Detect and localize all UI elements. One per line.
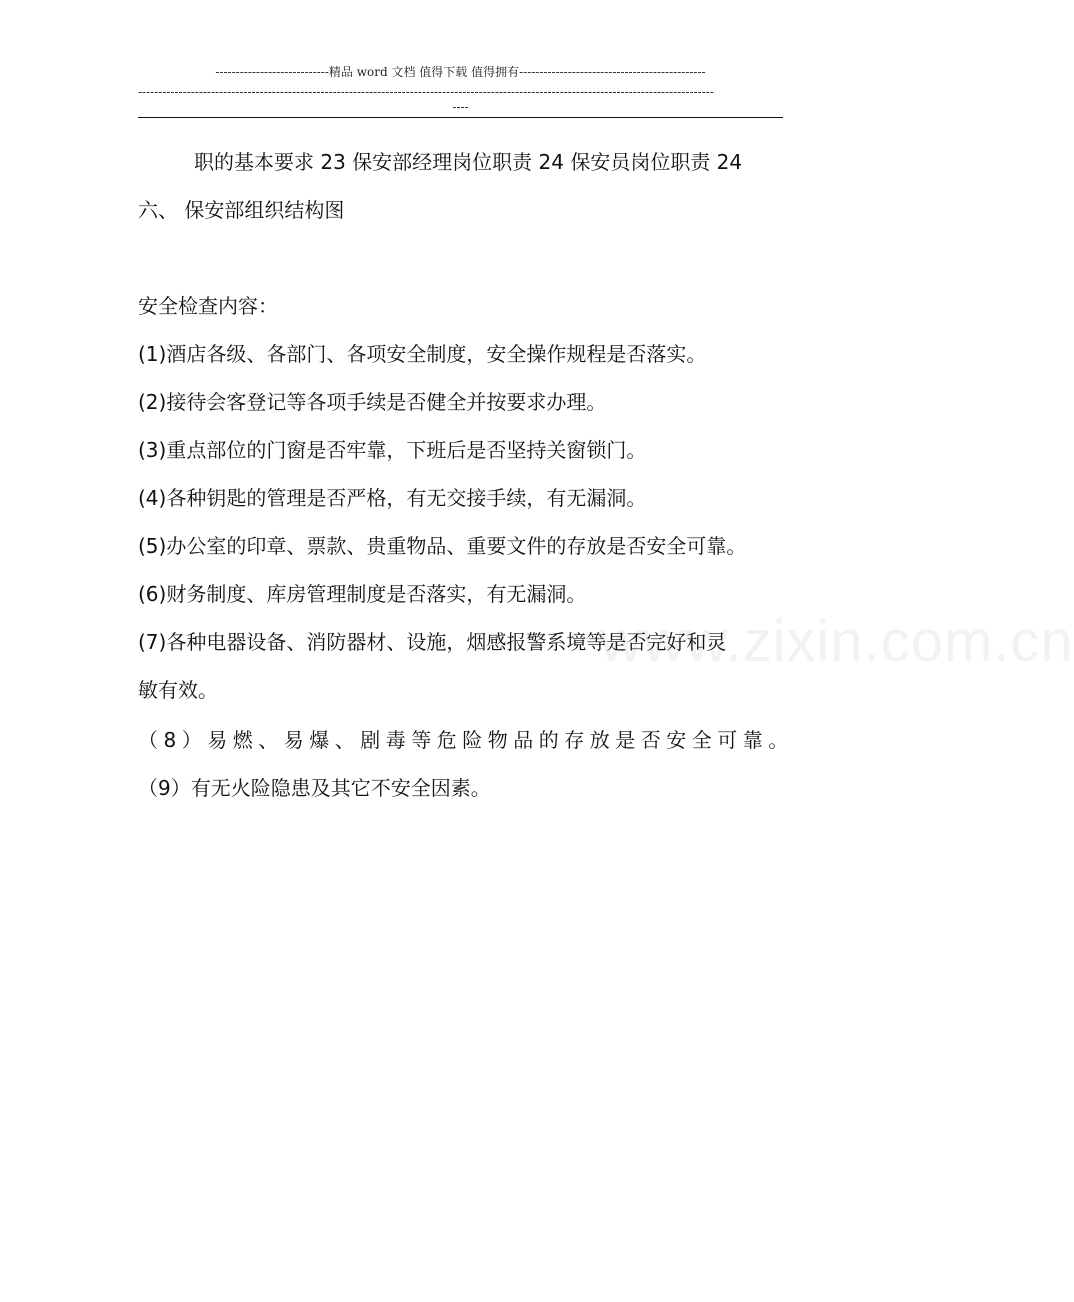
watermark: www.zixin.com.cn [600, 609, 1074, 674]
list-item: (7)各种电器设备、消防器材、设施，烟感报警系境等是否完好和灵 [138, 630, 727, 654]
section-title: 安全检查内容： [138, 294, 278, 318]
header-rule [138, 117, 783, 118]
header-line: ----------------------------精品 word 文档 值得下载 值得拥有---------------------------------------------- [215, 65, 706, 79]
intro-line-2: 六、 保安部组织结构图 [138, 198, 345, 222]
list-item: (3)重点部位的门窗是否牢靠，下班后是否坚持关窗锁门。 [138, 438, 647, 462]
list-item: （9）有无火险隐患及其它不安全因素。 [138, 776, 491, 800]
list-item: （8）易燃、易爆、剧毒等危险物品的存放是否安全可靠。 [138, 728, 794, 752]
intro-line-1: 职的基本要求 23 保安部经理岗位职责 24 保安员岗位职责 24 [194, 150, 743, 174]
header-dash-line: ---------------------------------------------------------------------------------------------------------------------------------------------- [138, 85, 714, 99]
list-item: (5)办公室的印章、票款、贵重物品、重要文件的存放是否安全可靠。 [138, 534, 747, 558]
list-item-continuation: 敏有效。 [138, 678, 218, 702]
header-dash-tail: ---- [452, 100, 469, 114]
list-item: (2)接待会客登记等各项手续是否健全并按要求办理。 [138, 390, 607, 414]
list-item: (1)酒店各级、各部门、各项安全制度，安全操作规程是否落实。 [138, 342, 707, 366]
list-item: (6)财务制度、库房管理制度是否落实，有无漏洞。 [138, 582, 587, 606]
list-item: (4)各种钥匙的管理是否严格，有无交接手续，有无漏洞。 [138, 486, 647, 510]
